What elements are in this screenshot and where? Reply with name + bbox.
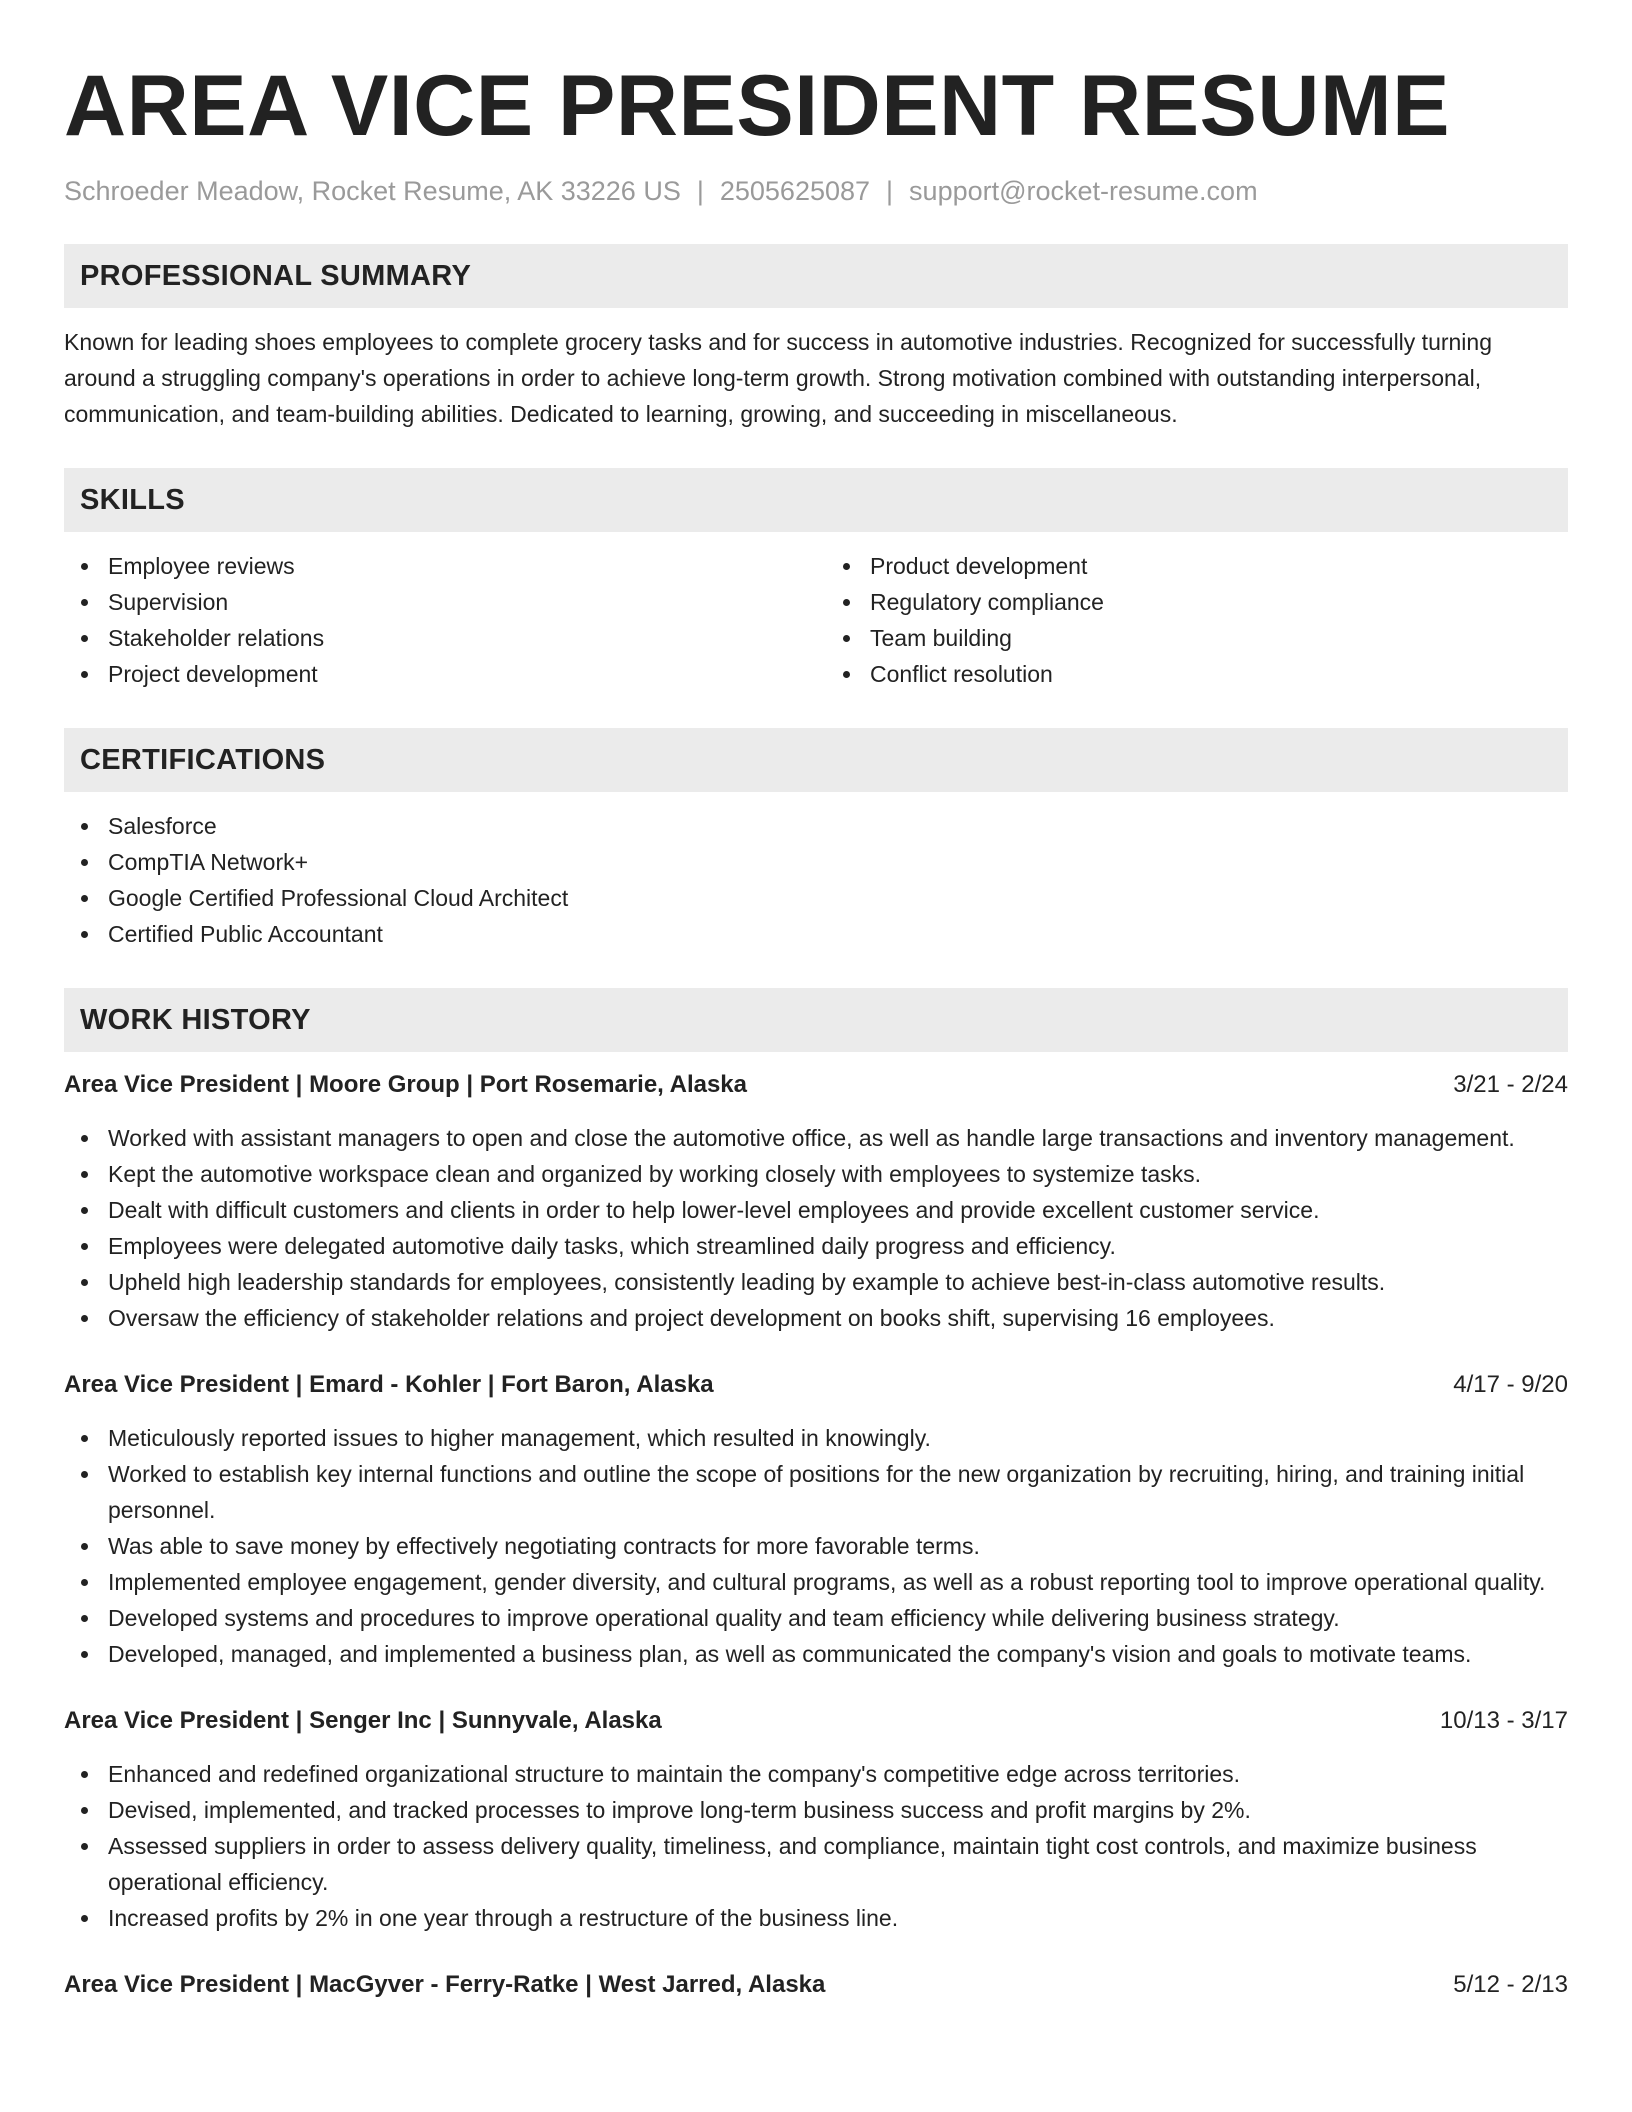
skill-item: Product development [826,548,1568,584]
summary-text: Known for leading shoes employees to complete grocery tasks and for success in automotive industries. Recognized for successfully turning around a struggling company's operations in order to achieve long-term growth. Strong motivation combined with outstanding interpersonal, communication, and team-building abilities. Dedicated to learning, growing, and succeeding in miscellaneous. [64,329,1492,427]
job-bullets [64,1120,1568,1336]
job-bullet: Enhanced and redefined organizational structure to maintain the company's competitive edge across territories. [64,1756,1568,1792]
job-bullet: Oversaw the efficiency of stakeholder relations and project development on books shift, supervising 16 employees. [64,1300,1568,1336]
job-header [64,1704,1568,1738]
job-bullets [64,1420,1568,1672]
job-title: Area Vice President | Emard - Kohler | Fort Baron, Alaska [64,1371,714,1398]
job-header [64,1968,1568,2002]
work-history-section-header [64,988,1568,1052]
certification-item: CompTIA Network+ [64,844,1568,880]
job-entry [64,1704,1568,1936]
certifications-heading: CERTIFICATIONS [80,743,326,776]
resume-title: AREA VICE PRESIDENT RESUME [64,58,1451,154]
job-bullet: Was able to save money by effectively negotiating contracts for more favorable terms. [64,1528,1568,1564]
skills-list-right [826,548,1568,692]
contact-separator: | [886,176,894,206]
work-history-heading: WORK HISTORY [80,1003,311,1036]
job-dates: 5/12 - 2/13 [1453,1971,1568,1998]
job-header [64,1368,1568,1402]
contact-address: Schroeder Meadow, Rocket Resume, AK 33226 US [64,176,681,206]
certification-item: Google Certified Professional Cloud Architect [64,880,1568,916]
job-dates: 4/17 - 9/20 [1453,1371,1568,1398]
contact-email: support@rocket-resume.com [909,176,1258,206]
job-bullet: Devised, implemented, and tracked processes to improve long-term business success and profit margins by 2%. [64,1792,1568,1828]
job-title: Area Vice President | MacGyver - Ferry-Ratke | West Jarred, Alaska [64,1971,826,1998]
job-title: Area Vice President | Senger Inc | Sunnyvale, Alaska [64,1707,662,1734]
job-bullet: Developed systems and procedures to improve operational quality and team efficiency while delivering business strategy. [64,1600,1568,1636]
job-bullet: Implemented employee engagement, gender diversity, and cultural programs, as well as a robust reporting tool to improve operational quality. [64,1564,1568,1600]
contact-line [64,174,1568,208]
resume-page [64,0,1568,2002]
job-bullet: Worked with assistant managers to open and close the automotive office, as well as handle large transactions and inventory management. [64,1120,1568,1156]
job-header [64,1068,1568,1102]
job-bullet: Employees were delegated automotive daily tasks, which streamlined daily progress and efficiency. [64,1228,1568,1264]
job-entry [64,1068,1568,1336]
summary-section-header [64,244,1568,308]
job-bullet: Increased profits by 2% in one year through a restructure of the business line. [64,1900,1568,1936]
job-dates: 3/21 - 2/24 [1453,1071,1568,1098]
job-entry [64,1368,1568,1672]
skill-item: Team building [826,620,1568,656]
skill-item: Employee reviews [64,548,806,584]
certification-item: Salesforce [64,808,1568,844]
skill-item: Regulatory compliance [826,584,1568,620]
job-title: Area Vice President | Moore Group | Port Rosemarie, Alaska [64,1071,748,1098]
job-bullet: Worked to establish key internal functions and outline the scope of positions for the new organization by recruiting, hiring, and training initial personnel. [64,1456,1568,1528]
job-bullets [64,1756,1568,1936]
summary-heading: PROFESSIONAL SUMMARY [80,259,472,292]
skills-section-header [64,468,1568,532]
job-dates: 10/13 - 3/17 [1439,1707,1568,1734]
job-bullet: Meticulously reported issues to higher management, which resulted in knowingly. [64,1420,1568,1456]
job-bullet: Upheld high leadership standards for employees, consistently leading by example to achieve best-in-class automotive results. [64,1264,1568,1300]
certification-item: Certified Public Accountant [64,916,1568,952]
skills-list-left [64,548,806,692]
job-entry [64,1968,1568,2002]
contact-separator: | [696,176,704,206]
skills-heading: SKILLS [80,483,185,516]
skill-item: Supervision [64,584,806,620]
contact-phone: 2505625087 [719,176,871,206]
certifications-list [64,808,1568,952]
certifications-section-header [64,728,1568,792]
job-bullet: Kept the automotive workspace clean and organized by working closely with employees to systemize tasks. [64,1156,1568,1192]
skill-item: Conflict resolution [826,656,1568,692]
job-bullet: Assessed suppliers in order to assess delivery quality, timeliness, and compliance, maintain tight cost controls, and maximize business operational efficiency. [64,1828,1568,1900]
skill-item: Project development [64,656,806,692]
skills-grid [64,548,1568,692]
skill-item: Stakeholder relations [64,620,806,656]
job-bullet: Dealt with difficult customers and clients in order to help lower-level employees and provide excellent customer service. [64,1192,1568,1228]
job-bullet: Developed, managed, and implemented a business plan, as well as communicated the company's vision and goals to motivate teams. [64,1636,1568,1672]
